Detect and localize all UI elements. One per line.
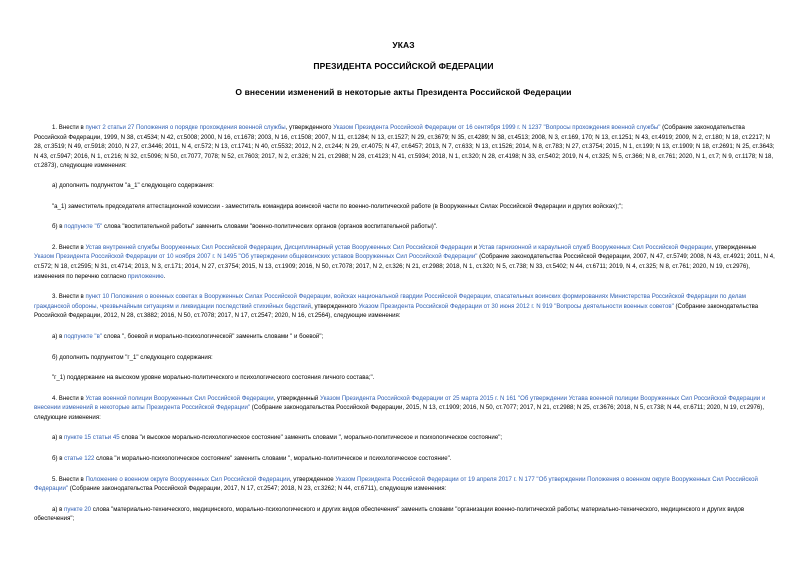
- text: 2. Внести в: [52, 243, 86, 251]
- paragraph-3b-quote: "г_1) поддержание на высоком уровне морально-политического и психологического состояния личного состава;".: [52, 374, 375, 382]
- text: 3. Внести в: [52, 293, 86, 301]
- link-military-service-regulation[interactable]: пункт 2 статьи 27 Положения о порядке прохождения военной службы: [85, 124, 286, 131]
- paragraph-5a: [34, 505, 776, 524]
- text: , утвержденные: [711, 243, 757, 251]
- text: (Собрание законодательства Российской Федерации, 2015, N 13, ст.1909; 2016, N 50, ст.7077; 2017, N 21, ст.2988; N 25, ст.3676; 2018, N 5, ст.738; N 44, ст.6711; 2020, N 19, ст.2976), следующие изменения:: [34, 404, 765, 421]
- link-decree-919[interactable]: Указом Президента Российской Федерации от 30 июня 2012 г. N 919 "Вопросы деятельности военных советов": [358, 302, 674, 310]
- text: ,: [280, 243, 285, 251]
- link-military-police-charter[interactable]: Устав военной полиции Вооруженных Сил Российской Федерации: [85, 394, 274, 402]
- paragraph-1: [34, 123, 776, 171]
- text: (Собрание законодательства Российской Федерации, 2017, N 17, ст.2547; 2018, N 23, ст.3262; N 44, ст.6711), следующие изменения:: [68, 485, 447, 493]
- text: , утвержденного: [285, 124, 334, 131]
- link-military-councils-regulation[interactable]: пункт 10 Положения о военных советах в Вооруженных Силах Российской Федерации, войсках национальной гвардии Российской Федерации, спасательных воинских формированиях Министерства Российской Федерации по делам гражданской обороны, чрезвычайным ситуациям и ликвидации последствий стихийных бедствий: [34, 293, 746, 310]
- text: б) в: [52, 223, 65, 231]
- text: 4. Внести в: [52, 394, 86, 402]
- text: , утвержденный: [273, 394, 321, 402]
- link-article-122[interactable]: статье 122: [64, 455, 95, 463]
- text: слова "материально-технического, медицинского, морально-психологического и других видов обеспечения" заменить словами "организации военно-политической работы; материально-технического, медицинского и других видов обеспечения";: [34, 505, 745, 523]
- paragraph-1a: а) дополнить подпунктом "а_1" следующего содержания:: [52, 181, 214, 189]
- text: .: [163, 272, 166, 280]
- document-authority: ПРЕЗИДЕНТА РОССИЙСКОЙ ФЕДЕРАЦИИ: [313, 61, 494, 71]
- link-subparagraph-b[interactable]: подпункте "б": [64, 223, 103, 231]
- text: а) в: [52, 332, 65, 340]
- link-decree-177[interactable]: Указом Президента Российской Федерации от 19 апреля 2017 г. N 177 "Об утверждении Положения о военном округе Вооруженных Сил Российской Федерации": [34, 475, 758, 493]
- link-article-45-item-15[interactable]: пункте 15 статьи 45: [64, 434, 120, 442]
- text: 1. Внести в: [52, 124, 86, 131]
- paragraph-3a: [34, 332, 776, 342]
- text: и: [471, 243, 479, 251]
- text: б) в: [52, 455, 65, 463]
- link-decree-161[interactable]: Указом Президента Российской Федерации от 25 марта 2015 г. N 161 "Об утверждении Устава военной полиции Вооруженных Сил Российской Федерации и внесении изменений в некоторые акты Президента Российской Федерации": [34, 394, 766, 412]
- paragraph-3: [34, 292, 776, 321]
- paragraph-2: [34, 243, 776, 281]
- text: , утвержденного: [311, 302, 359, 310]
- text: слова "и высокое морально-психологическое состояние" заменить словами ", морально-политическое и психологическое состояние";: [119, 434, 503, 442]
- text: (Собрание законодательства Российской Федерации, 1999, N 38, ст.4534; N 42, ст.5008; 2000, N 16, ст.1678; 2003, N 16, ст.1508; 2007, N 11, ст.1284; N 13, ст.1527; N 29, ст.3679; N 35, ст.4289; N 38, ст.4513; 2008, N 3, ст.169, 170; N 13, ст.1251; N 43, ст.4919; 2009, N 2, ст.180; N 18, ст.2217; N 28, ст.3519; N 49, ст.5918; 2010, N 27, ст.3446; 2011, N 4, ст.572; N 13, ст.1741; N 40, ст.5532; 2012, N 2, ст.244; N 29, ст.4075; N 47, ст.6457; 2013, N 7, ст.633; N 13, ст.1526; 2014, N 8, ст.783; N 27, ст.3754; 2015, N 1, ст.199; N 13, ст.1909; N 18, ст.2691; N 25, ст.3643; N 43, ст.5947; 2016, N 1, ст.216; N 32, ст.5096; N 50, ст.7077, 7078; N 52, ст.7603; 2017, N 2, ст.326; N 21, ст.2988; N 28, ст.4123; N 41, ст.5934; 2018, N 1, ст.320; N 28, ст.4198; N 33, ст.5402; 2019, N 4, ст.325; N 5, ст.366; N 8, ст.761; 2020, N 1, ст.7; N 9, ст.1178; N 18, ст.2873), следующие изменения:: [34, 124, 775, 170]
- text: (Собрание законодательства Российской Федерации, 2007, N 47, ст.5749; 2008, N 43, ст.4921; 2011, N 4, ст.572; N 18, ст.2595; N 31, ст.4714; 2013, N 3, ст.171; 2014, N 27, ст.3754; 2015, N 13, ст.1909; 2016, N 50, ст.7078; 2017, N 2, ст.326; N 21, ст.2988; 2018, N 1, ст.320; N 5, ст.738; N 33, ст.5402; N 44, ст.6711; 2019, N 4, ст.325; N 8, ст.761; 2020, N 19, ст.2976), изменения по перечню согласно: [34, 253, 775, 280]
- paragraph-1b: [34, 222, 776, 232]
- document-subtitle: О внесении изменений в некоторые акты Президента Российской Федерации: [235, 87, 572, 97]
- link-disciplinary-charter[interactable]: Дисциплинарный устав Вооруженных Сил Российской Федерации: [284, 243, 472, 251]
- paragraph-3b: б) дополнить подпунктом "г_1" следующего содержания:: [52, 353, 213, 361]
- paragraph-1a-quote: "а_1) заместитель председателя аттестационной комиссии - заместитель командира воинской части по военно-политической работе (в Вооруженных Силах Российской Федерации и других войсках);";: [52, 202, 623, 210]
- document-body: [34, 123, 776, 524]
- text: а) в: [52, 505, 65, 513]
- paragraph-4b: [34, 454, 776, 464]
- text: (Собрание законодательства Российской Федерации, 2012, N 28, ст.3882; 2016, N 50, ст.7078; 2017, N 17, ст.2547; 2020, N 16, ст.2564), следующие изменения:: [34, 302, 759, 320]
- link-appendix[interactable]: приложению: [127, 272, 164, 280]
- text: слова "воспитательной работы" заменить словами "военно-политических органов (органов воспитательной работы)".: [102, 223, 438, 231]
- link-item-20[interactable]: пункте 20: [64, 505, 92, 513]
- paragraph-4: [34, 394, 776, 423]
- link-subparagraph-v[interactable]: подпункте "в": [64, 332, 102, 340]
- link-decree-1237[interactable]: Указом Президента Российской Федерации от 16 сентября 1999 г. N 1237 "Вопросы прохождения военной службы": [333, 124, 661, 131]
- text: 5. Внести в: [52, 475, 86, 483]
- link-decree-1495[interactable]: Указом Президента Российской Федерации от 10 ноября 2007 г. N 1495 "Об утверждении общевоинских уставов Вооруженных Сил Российской Федерации": [34, 253, 478, 261]
- text: а) в: [52, 434, 65, 442]
- paragraph-4a: [34, 433, 776, 443]
- paragraph-5: [34, 475, 776, 494]
- link-internal-service-charter[interactable]: Устав внутренней службы Вооруженных Сил Российской Федерации: [85, 243, 281, 251]
- text: слова ", боевой и морально-психологической" заменить словами " и боевой";: [101, 332, 324, 340]
- document-title: УКАЗ: [392, 40, 415, 50]
- link-military-district-regulation[interactable]: Положение о военном округе Вооруженных Сил Российской Федерации: [85, 475, 290, 483]
- link-garrison-guard-charter[interactable]: Устав гарнизонной и караульной служб Вооруженных Сил Российской Федерации: [478, 243, 712, 251]
- text: слова "и морально-психологическое состояние" заменить словами ", морально-политическое и психологическое состояние".: [94, 455, 452, 463]
- text: , утвержденное: [289, 475, 336, 483]
